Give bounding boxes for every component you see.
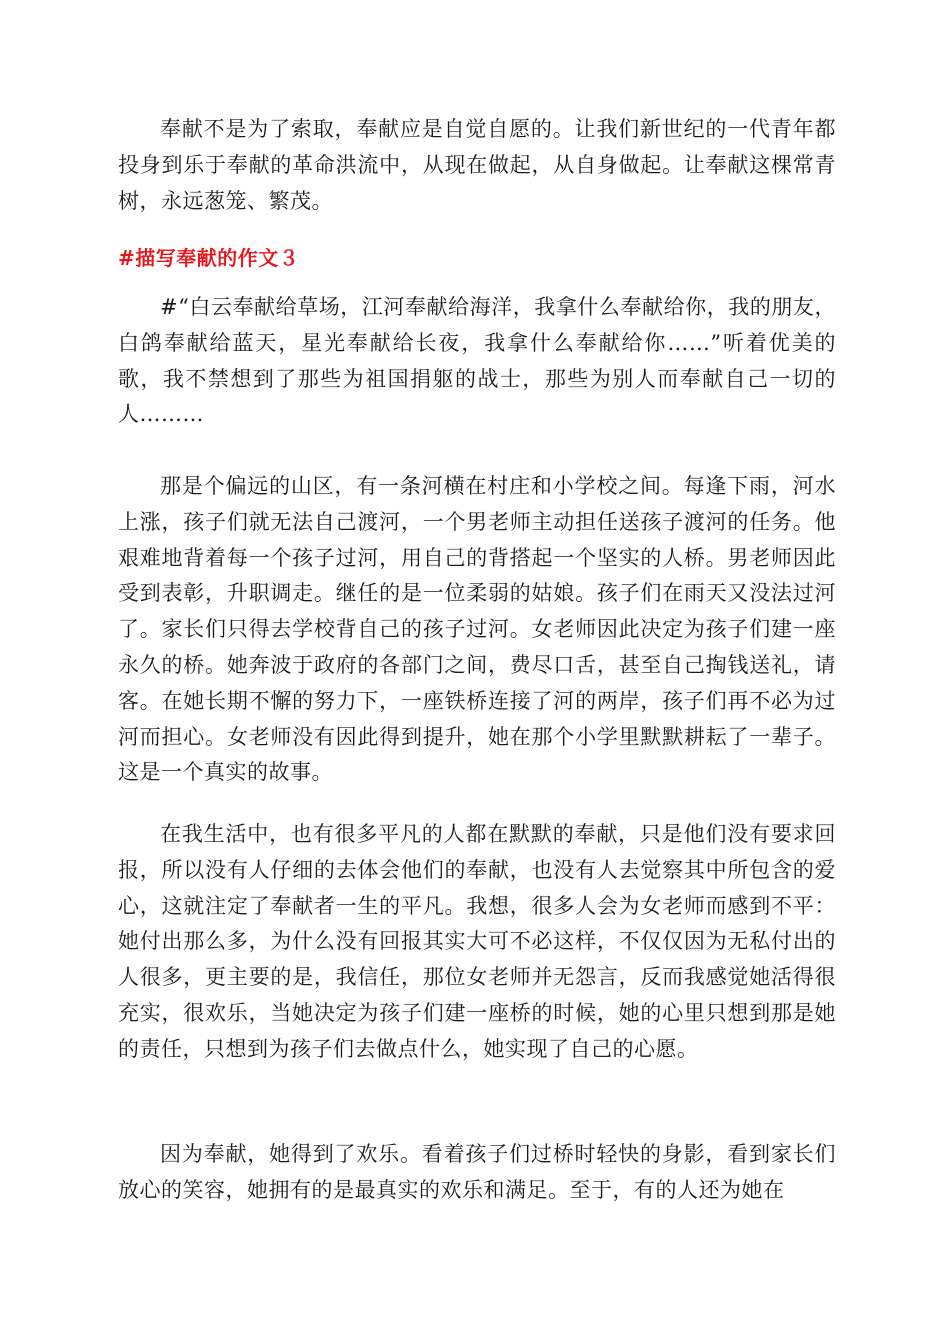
paragraph-joy: 因为奉献，她得到了欢乐。看着孩子们过桥时轻快的身影，看到家长们放心的笑容，她拥有的是最真实的欢乐和满足。至于，有的人还为她在 — [118, 1142, 836, 1202]
section-heading: #描写奉献的作文３ — [118, 246, 300, 270]
paragraph-story: 那是个偏远的山区，有一条河横在村庄和小学校之间。每逢下雨，河水上涨，孩子们就无法自己渡河，一个男老师主动担任送孩子渡河的任务。他艰难地背着每一个孩子过河，用自己的背搭起一个坚实的人桥。男老师因此受到表彰，升职调走。继任的是一位柔弱的姑娘。孩子们在雨天又没法过河了。家长们只得去学校背自己的孩子过河。女老师因此决定为孩子们建一座永久的桥。她奔波于政府的各部门之间，费尽口舌，甚至自己掏钱送礼，请客。在她长期不懈的努力下，一座铁桥连接了河的两岸，孩子们再不必为过河而担心。女老师没有因此得到提升，她在那个小学里默默耕耘了一辈子。这是一个真实的故事。 — [118, 474, 836, 785]
paragraph-song-intro: #“白云奉献给草场，江河奉献给海洋，我拿什么奉献给你，我的朋友，白鸽奉献给蓝天，星光奉献给长夜，我拿什么奉献给你……”听着优美的歌，我不禁想到了那些为祖国捐躯的战士，那些为别人而奉献自己一切的人……… — [118, 295, 836, 427]
paragraph-conclusion: 奉献不是为了索取，奉献应是自觉自愿的。让我们新世纪的一代青年都投身到乐于奉献的革命洪流中，从现在做起，从自身做起。让奉献这棵常青树，永远葱笼、繁茂。 — [118, 117, 836, 213]
paragraph-reflection: 在我生活中，也有很多平凡的人都在默默的奉献，只是他们没有要求回报，所以没有人仔细的去体会他们的奉献，也没有人去觉察其中所包含的爱心，这就注定了奉献者一生的平凡。我想，很多人会为女老师而感到不平：她付出那么多，为什么没有回报其实大可不必这样，不仅仅因为无私付出的人很多，更主要的是，我信任，那位女老师并无怨言，反而我感觉她活得很充实，很欢乐，当她决定为孩子们建一座桥的时候，她的心里只想到那是她的责任，只想到为孩子们去做点什么，她实现了自己的心愿。 — [118, 822, 836, 1061]
